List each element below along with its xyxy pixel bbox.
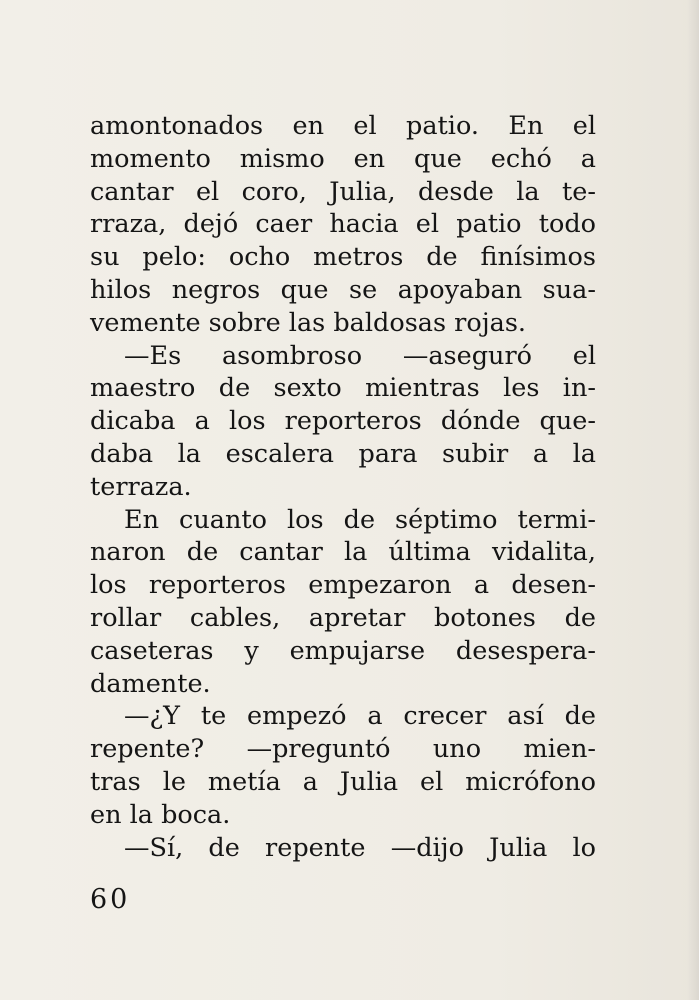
page-number: 60	[90, 884, 131, 915]
text-line: —Sí, de repente —dijo Julia lo	[124, 832, 596, 863]
text-line: momento mismo en que echó a	[90, 143, 596, 174]
text-line: repente? —preguntó uno mien-	[90, 734, 596, 765]
text-line: naron de cantar la última vidalita,	[90, 537, 596, 568]
text-line: caseteras y empujarse desespera-	[90, 635, 596, 666]
text-line: vemente sobre las baldosas rojas.	[90, 307, 527, 338]
text-line: tras le metía a Julia el micrófono	[90, 766, 596, 797]
text-line: cantar el coro, Julia, desde la te-	[90, 176, 596, 207]
text-line: dicaba a los reporteros dónde que-	[90, 406, 596, 437]
text-line: su pelo: ocho metros de finísimos	[90, 242, 596, 273]
text-line: rollar cables, apretar botones de	[90, 602, 596, 633]
text-line: maestro de sexto mientras les in-	[90, 373, 596, 404]
text-line: damente.	[90, 668, 211, 699]
spine-shadow	[687, 0, 699, 1000]
text-line: daba la escalera para subir a la	[90, 438, 596, 469]
text-line: en la boca.	[90, 799, 231, 830]
text-line: terraza.	[90, 471, 192, 502]
text-line: amontonados en el patio. En el	[90, 111, 596, 141]
body-text	[90, 110, 596, 864]
text-line: —¿Y te empezó a crecer así de	[124, 701, 596, 732]
text-line: los reporteros empezaron a desen-	[90, 570, 596, 601]
text-line: hilos negros que se apoyaban sua-	[90, 274, 596, 305]
text-line: —Es asombroso —aseguró el	[124, 340, 596, 371]
text-line: En cuanto los de séptimo termi-	[124, 504, 596, 535]
text-line: rraza, dejó caer hacia el patio todo	[90, 209, 596, 240]
